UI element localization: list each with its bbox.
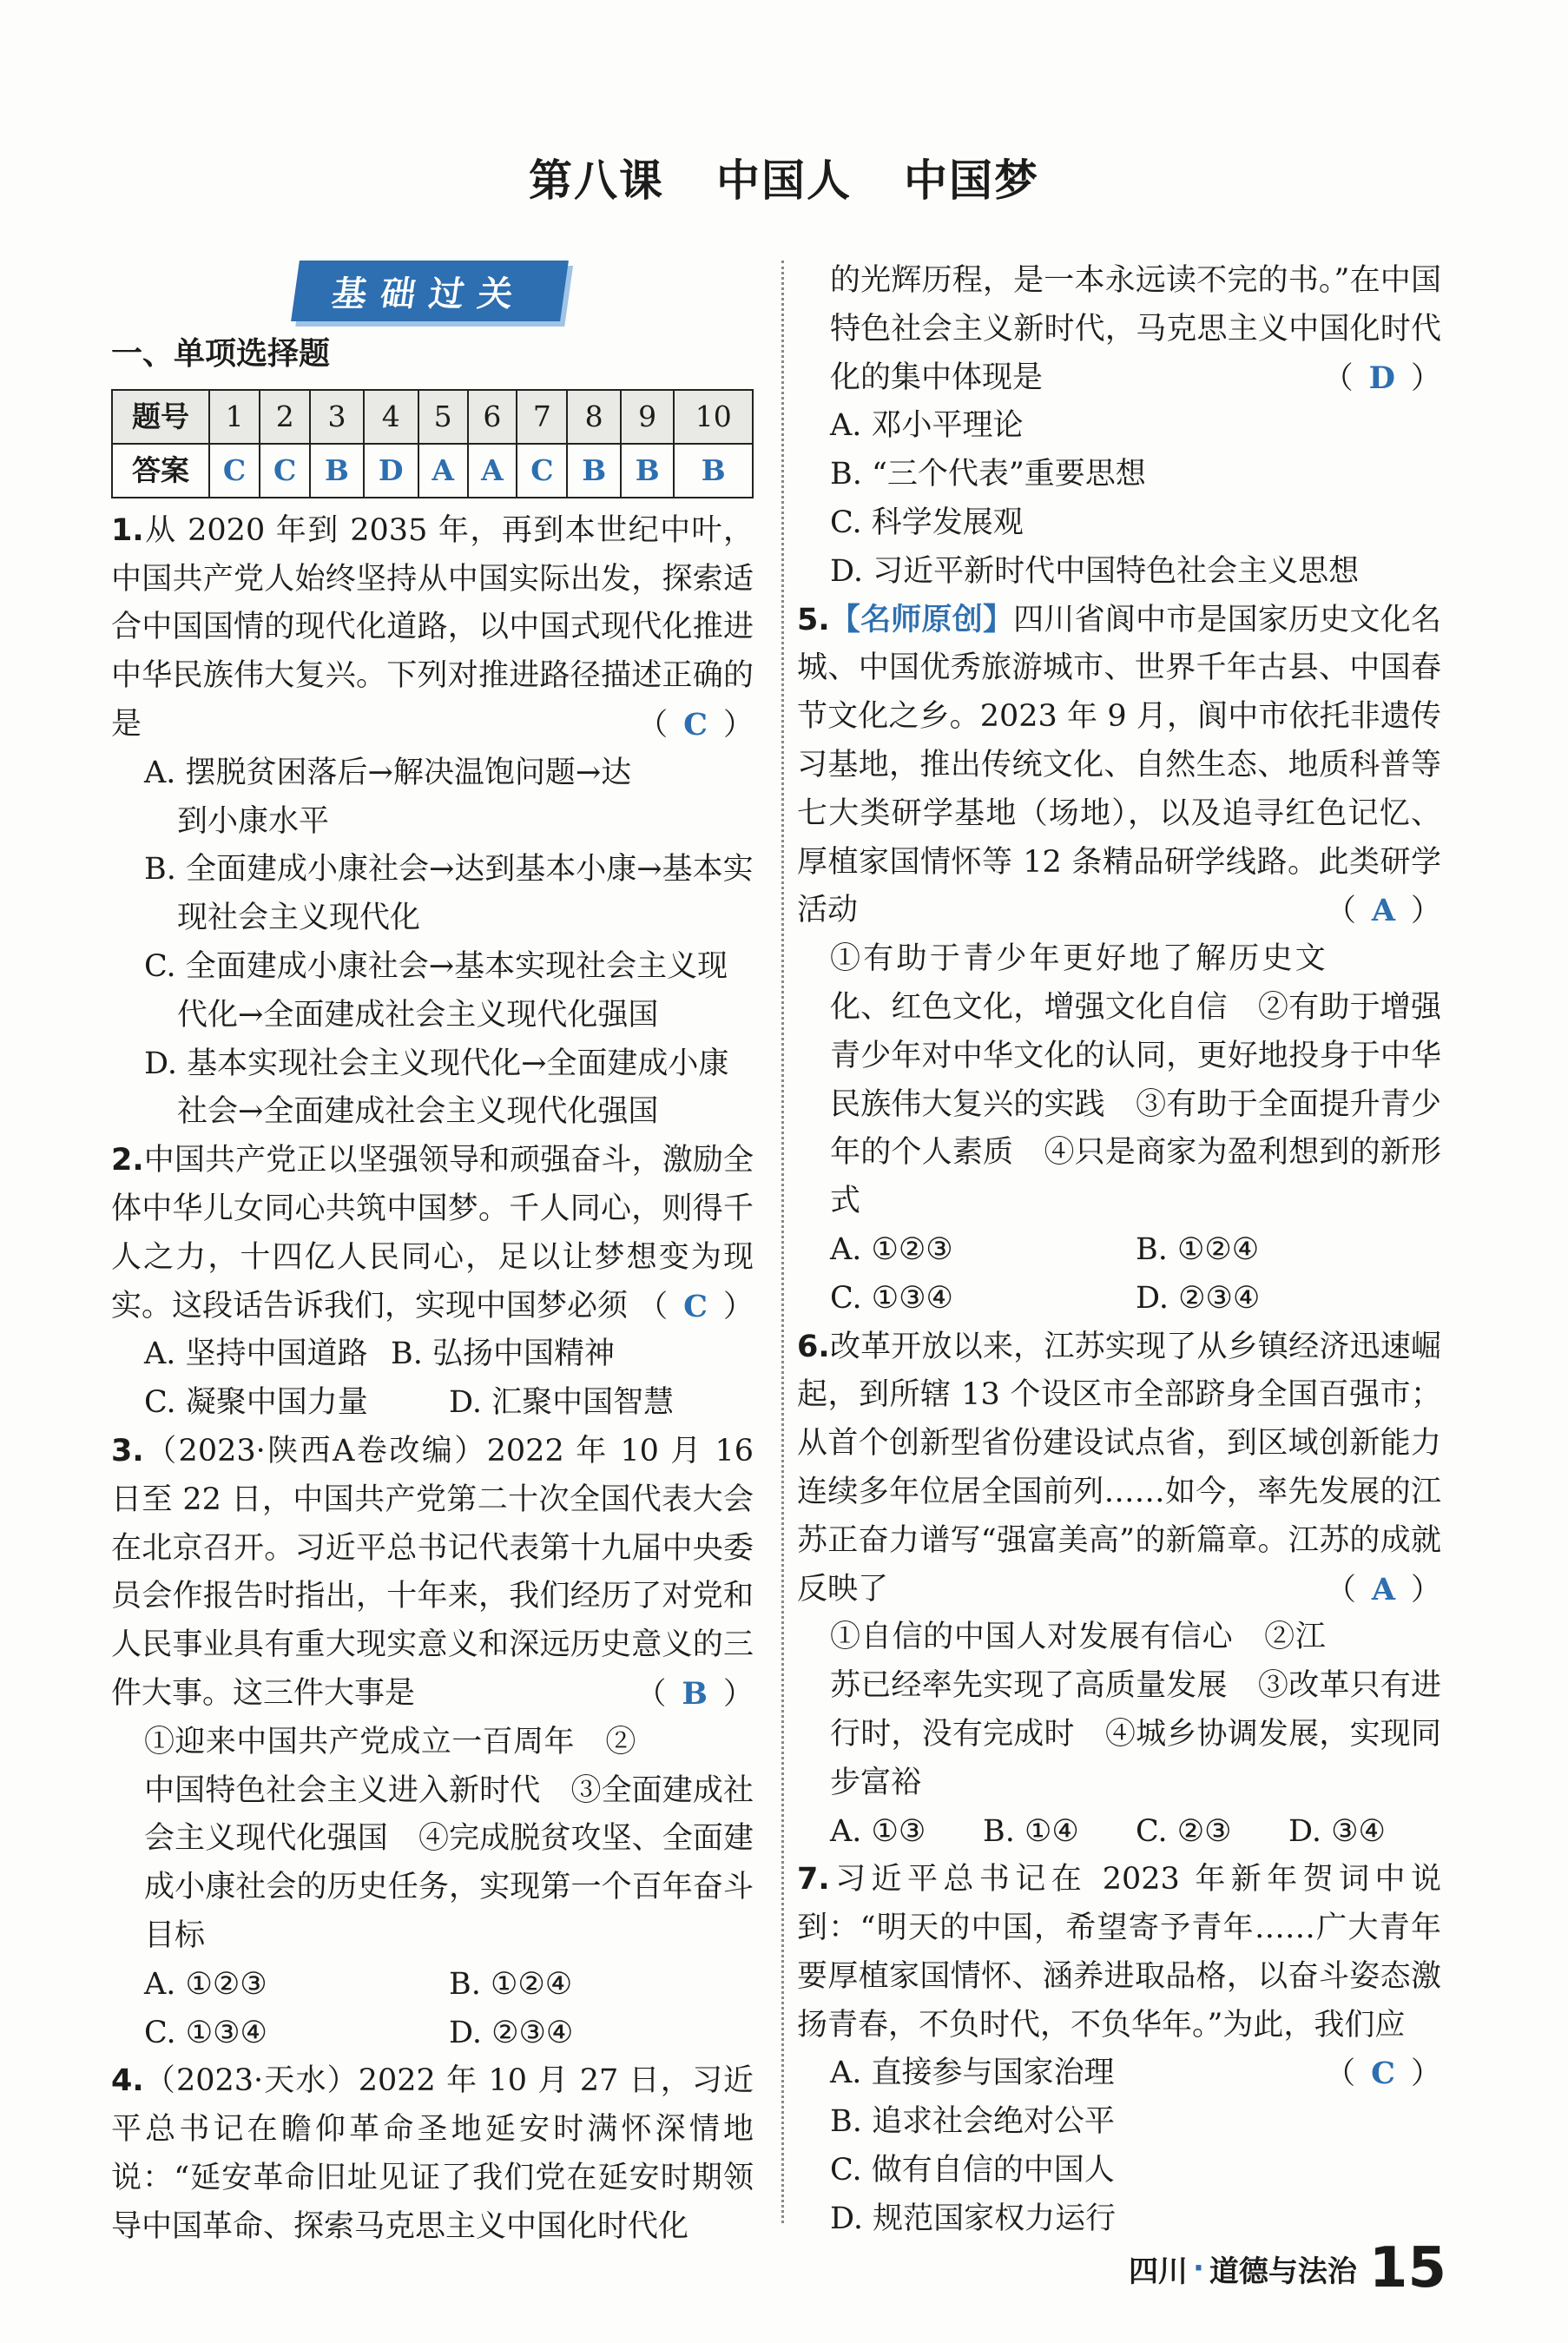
answer-cell: A <box>468 444 517 498</box>
option: A. 摆脱贫困落后→解决温饱问题→达到小康水平 <box>144 755 632 839</box>
option-row <box>144 1961 754 2010</box>
lesson-title-part: 中国梦 <box>904 155 1039 206</box>
table-cell: 8 <box>567 390 621 444</box>
answer-letter: C <box>683 706 708 742</box>
question-6 <box>797 1323 1441 1614</box>
table-cell: 7 <box>517 390 567 444</box>
option: A. 直接参与国家治理 <box>830 2056 1115 2091</box>
option: D. 汇聚中国智慧 <box>449 1385 675 1421</box>
table-cell: 3 <box>310 390 364 444</box>
option-row <box>144 1379 754 1428</box>
option-row <box>830 1808 1441 1857</box>
question-number: 1. <box>111 512 144 548</box>
right-column <box>797 257 1441 2244</box>
answer-cell: C <box>517 444 567 498</box>
lesson-title-part: 中国人 <box>716 155 852 206</box>
option: C. ①③④ <box>830 1280 953 1316</box>
section-badge: 基础过关 <box>291 261 569 321</box>
footer-region: 四川 <box>1129 2254 1188 2289</box>
question-4-continued <box>797 257 1441 402</box>
answer-letter: D <box>1368 360 1395 396</box>
table-cell: 2 <box>260 390 310 444</box>
option-row <box>144 1330 637 1379</box>
option-row <box>830 1226 1441 1275</box>
answer-bracket: （ C ） <box>637 706 754 742</box>
option-row <box>144 2010 754 2058</box>
question-stem: 中国共产党正以坚强领导和顽强奋斗，激励全体中华儿女同心共筑中国梦。千人同心，则得千人之力，十四亿人民同心，足以让梦想变为现实。这段话告诉我们，实现中国梦必须 <box>111 1143 754 1323</box>
question-stem: 的光辉历程，是一本永远读不完的书。”在中国特色社会主义新时代，马克思主义中国化时代化的集中体现是 <box>830 263 1441 395</box>
answer-letter: C <box>1371 2056 1395 2092</box>
left-column <box>111 330 754 2251</box>
answer-cell: C <box>260 444 310 498</box>
answer-letter: B <box>682 1675 708 1712</box>
table-cell: 6 <box>468 390 517 444</box>
answer-cell: B <box>310 444 364 498</box>
answer-cell: B <box>674 444 753 498</box>
answer-bracket: （ A ） <box>1325 893 1441 929</box>
question-number: 6. <box>797 1329 830 1364</box>
table-cell: 9 <box>621 390 675 444</box>
statements: ①迎来中国共产党成立一百周年 ②中国特色社会主义进入新时代 ③全面建成社会主义现代化强国 ④完成脱贫攻坚、全面建成小康社会的历史任务，实现第一个百年奋斗目标 <box>144 1724 754 1953</box>
option: A. ①②③ <box>144 1966 267 2002</box>
question-5 <box>797 597 1441 936</box>
option: D. 规范国家权力运行 <box>830 2201 1117 2236</box>
table-cell: 10 <box>674 390 753 444</box>
section-heading: 一、单项选择题 <box>111 336 331 372</box>
option-row <box>830 1275 1441 1323</box>
column-divider <box>781 261 784 2223</box>
table-cell: 1 <box>209 390 260 444</box>
question-stem: 习近平总书记在 2023 年新年贺词中说到：“明天的中国，希望寄予青年……广大青年要厚植家国情怀、涵养进取品格，以奋斗姿态激扬青春，不负时代，不负华年。”为此，我们应 <box>797 1862 1441 2043</box>
answer-bracket: （ A ） <box>1325 1571 1441 1607</box>
question-2 <box>111 1137 754 1330</box>
option: A. 邓小平理论 <box>830 408 1024 444</box>
option: C. ②③ <box>1136 1813 1232 1849</box>
statements: ①有助于青少年更好地了解历史文化、红色文化，增强文化自信 ②有助于增强青少年对中华文化的认同，更好地投身于中华民族伟大复兴的实践 ③有助于全面提升青少年的个人素质 ④只是商家为盈利想到的新形式 <box>830 941 1441 1219</box>
table-cell: 5 <box>418 390 468 444</box>
answer-bracket: （ C ） <box>1325 2056 1441 2092</box>
option: D. 基本实现社会主义现代化→全面建成小康社会→全面建成社会主义现代化强国 <box>144 1046 729 1130</box>
option: D. ②③④ <box>1136 1280 1261 1316</box>
answer-cell: D <box>364 444 418 498</box>
table-header: 题号 <box>112 390 209 444</box>
answer-cell: C <box>209 444 260 498</box>
lesson-number: 第八课 <box>529 155 664 206</box>
answer-letter: A <box>1371 1571 1395 1607</box>
question-stem: 从 2020 年到 2035 年，再到本世纪中叶，中国共产党人始终坚持从中国实际出发，探索适合中国国情的现代化道路，以中国式现代化推进中华民族伟大复兴。下列对推进路径描述正确的是 <box>111 512 754 742</box>
question-number: 3. <box>111 1433 144 1468</box>
question-4 <box>111 2057 754 2251</box>
answer-bracket: （ B ） <box>636 1675 754 1712</box>
question-1 <box>111 507 754 749</box>
option: A. ①②③ <box>830 1231 953 1267</box>
option: C. 全面建成小康社会→基本实现社会主义现代化→全面建成社会主义现代化强国 <box>144 948 728 1033</box>
option: A. ①③ <box>830 1813 926 1849</box>
option: B. ①②④ <box>1136 1231 1260 1267</box>
option: D. ②③④ <box>449 2015 574 2050</box>
table-header: 答案 <box>112 444 209 498</box>
question-stem: （2023·天水）2022 年 10 月 27 日，习近平总书记在瞻仰革命圣地延安时满怀深情地说：“延安革命旧址见证了我们党在延安时期领导中国革命、探索马克思主义中国化时代化 <box>111 2063 754 2244</box>
question-number: 2. <box>111 1143 144 1178</box>
answer-bracket: （ C ） <box>637 1288 754 1324</box>
answer-letter: A <box>1371 893 1395 929</box>
question-stem: （2023·陕西A卷改编）2022 年 10 月 16 日至 22 日，中国共产党第二十次全国代表大会在北京召开。习近平总书记代表第十九届中央委员会作报告时指出，十年来，我们经历了对党和人民事业具有重大现实意义和深远历史意义的三件大事。这三件大事是 <box>111 1433 754 1711</box>
question-3 <box>111 1428 754 1719</box>
question-stem: 四川省阆中市是国家历史文化名城、中国优秀旅游城市、世界千年古县、中国春节文化之乡。2023 年 9 月，阆中市依托非遗传习基地，推出传统文化、自然生态、地质科普等七大类研学基地（场地），以及追寻红色记忆、厚植家国情怀等 12 条精品研学线路。此类研学活动 <box>797 602 1441 928</box>
answer-cell: B <box>567 444 621 498</box>
option: B. ①④ <box>983 1813 1079 1849</box>
option: B. 追求社会绝对公平 <box>830 2104 1115 2140</box>
answer-bracket: （ D ） <box>1322 360 1441 396</box>
page-number: 15 <box>1368 2236 1446 2300</box>
option: C. 做有自信的中国人 <box>830 2153 1115 2188</box>
answer-letter: C <box>683 1288 708 1324</box>
answer-cell: B <box>621 444 675 498</box>
footer-subject: 道德与法治 <box>1209 2254 1357 2289</box>
option: B. 弘扬中国精神 <box>391 1336 616 1372</box>
option: D. ③④ <box>1288 1813 1386 1849</box>
option: B. 全面建成小康社会→达到基本小康→基本实现社会主义现代化 <box>144 852 754 936</box>
option: A. 坚持中国道路 <box>144 1336 368 1372</box>
option: C. ①③④ <box>144 2015 267 2050</box>
question-number: 7. <box>797 1862 830 1898</box>
page-footer <box>1129 2236 1446 2300</box>
answer-cell: A <box>418 444 468 498</box>
original-tag: 【名师原创】 <box>829 602 1014 637</box>
option: D. 习近平新时代中国特色社会主义思想 <box>830 553 1360 589</box>
question-stem: 改革开放以来，江苏实现了从乡镇经济迅速崛起，到所辖 13 个设区市全部跻身全国百强市；从首个创新型省份建设试点省，到区域创新能力连续多年位居全国前列……如今，率先发展的江苏正奋力谱写“强富美高”的新篇章。江苏的成就反映了 <box>797 1329 1441 1607</box>
option: B. ①②④ <box>449 1966 573 2002</box>
question-number: 4. <box>111 2063 144 2099</box>
question-number: 5. <box>797 602 830 637</box>
option: C. 凝聚中国力量 <box>144 1385 368 1421</box>
lesson-title <box>0 146 1568 208</box>
statements: ①自信的中国人对发展有信心 ②江苏已经率先实现了高质量发展 ③改革只有进行时，没有完成时 ④城乡协调发展，实现同步富裕 <box>830 1620 1441 1800</box>
table-cell: 4 <box>364 390 418 444</box>
footer-dot: · <box>1193 2251 1204 2286</box>
answer-table <box>111 389 754 498</box>
option: C. 科学发展观 <box>830 505 1024 540</box>
option: B. “三个代表”重要思想 <box>830 457 1146 492</box>
